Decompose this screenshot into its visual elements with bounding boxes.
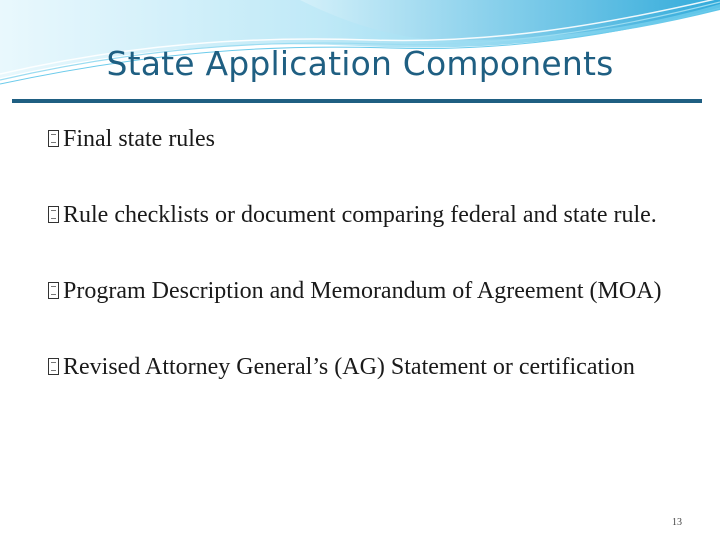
- title-underline: [12, 99, 702, 103]
- bullet-item: [48, 198, 688, 232]
- bullet-text: Rule checklists or document comparing federal and state rule.: [63, 202, 657, 228]
- bullet-marker-icon: [48, 206, 59, 223]
- bullet-text: Final state rules: [63, 126, 215, 152]
- bullet-marker-icon: [48, 358, 59, 375]
- bullet-marker-icon: [48, 130, 59, 147]
- bullet-item: [48, 274, 688, 308]
- page-number: 13: [672, 517, 682, 528]
- bullet-item: [48, 350, 688, 384]
- bullet-marker-icon: [48, 282, 59, 299]
- bullet-text: Revised Attorney General’s (AG) Statement or certification: [63, 354, 635, 380]
- bullet-text: Program Description and Memorandum of Agreement (MOA): [63, 278, 662, 304]
- slide-title: State Application Components: [106, 44, 614, 83]
- bullet-item: [48, 122, 688, 156]
- bullet-list: [48, 122, 688, 384]
